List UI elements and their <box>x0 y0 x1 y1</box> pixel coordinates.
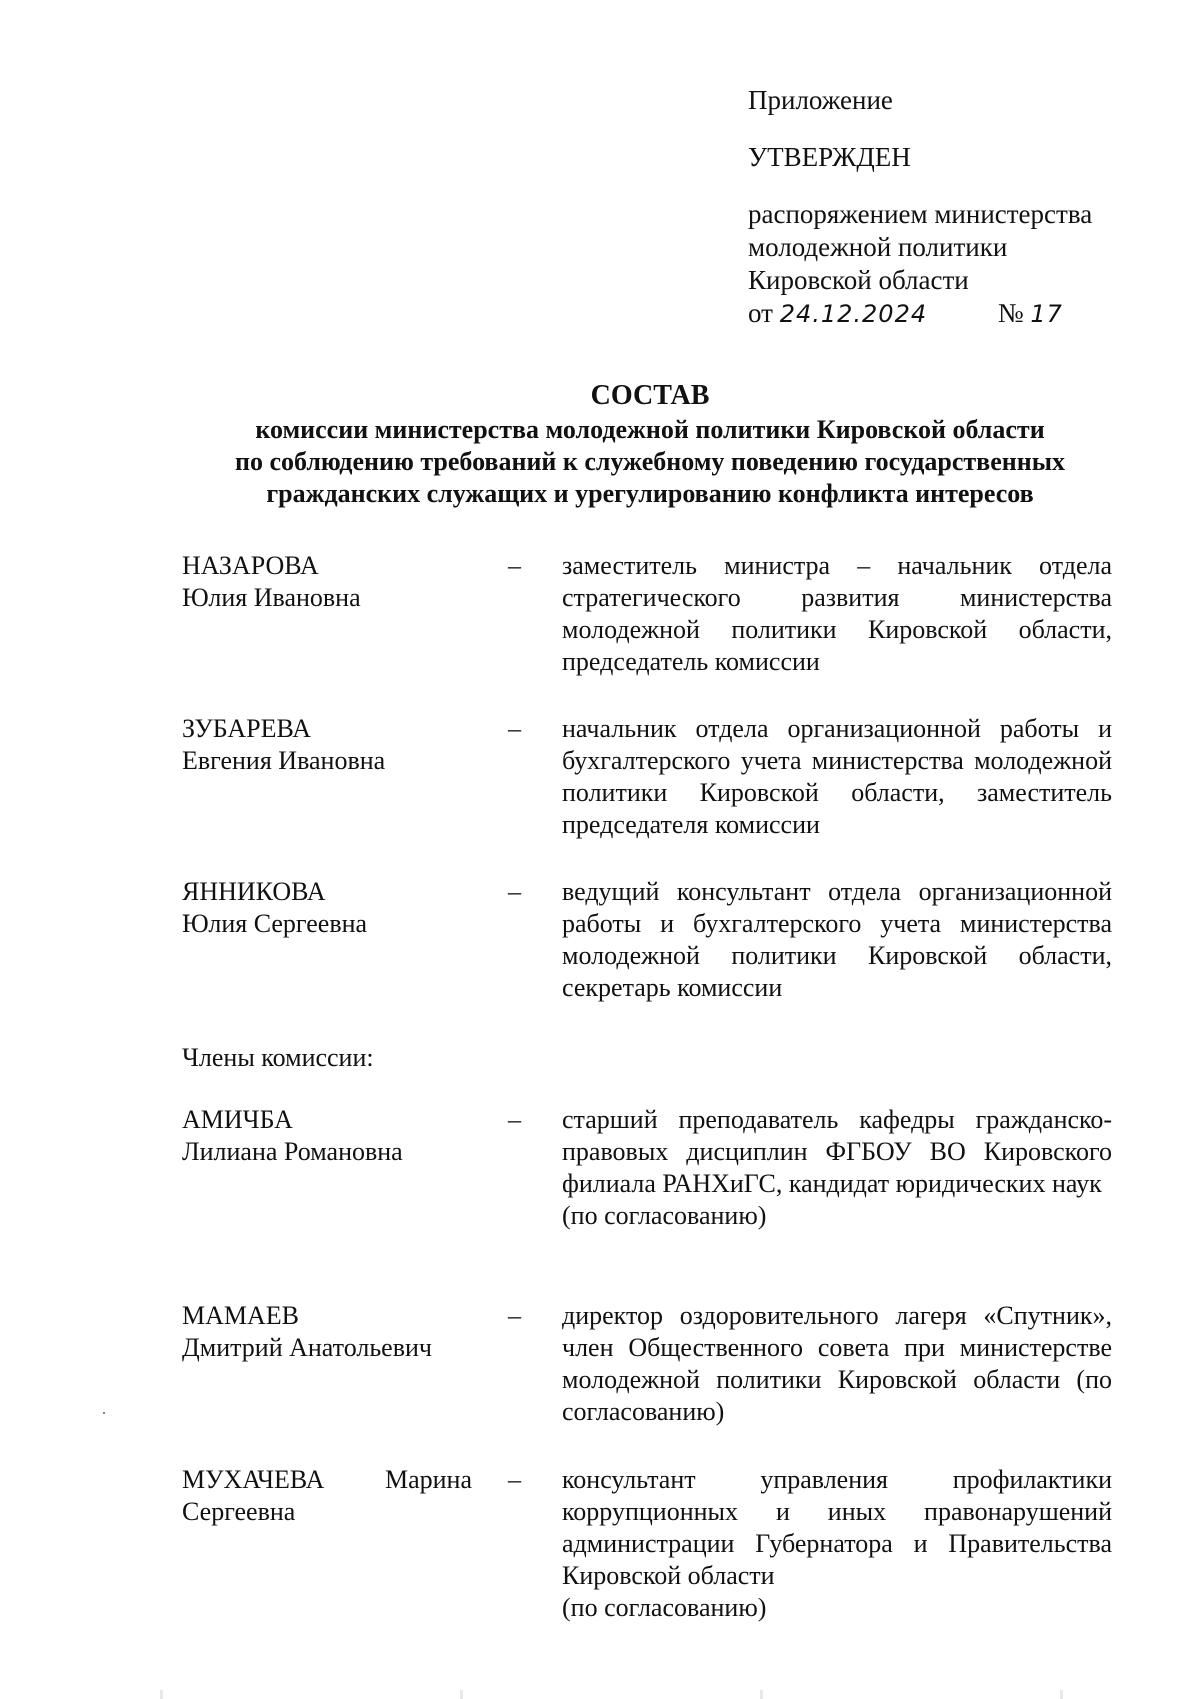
member-given-name-part: Марина <box>384 1465 472 1494</box>
member-description: начальник отдела организационной работы и бухгалтерского учета министерства молодежной политики Кировской области, заместитель председателя комиссии <box>562 714 1112 839</box>
scan-speck <box>103 1412 105 1414</box>
member-note: (по согласованию) <box>562 1201 767 1230</box>
member-dash: – <box>508 714 521 743</box>
approval-line-1: распоряжением министерства <box>748 199 1093 229</box>
document-heading <box>160 380 1140 510</box>
approval-line-2: молодежной политики <box>748 232 1008 262</box>
member-description: ведущий консультант отдела организационной работы и бухгалтерского учета министерства молодежной политики Кировской области, секретарь комиссии <box>562 877 1112 1002</box>
member-description-text: консультант управления профилактики коррупционных и иных правонарушений администрации Губернатора и Правительства Кировской области <box>562 1465 1112 1590</box>
member-given-name: Евгения Ивановна <box>182 746 386 775</box>
members-label: Члены комиссии: <box>182 1043 374 1072</box>
member-dash: – <box>508 1301 521 1330</box>
member-row <box>182 876 1112 1006</box>
member-surname: МАМАЕВ <box>182 1301 300 1330</box>
member-description: заместитель министра – начальник отдела стратегического развития министерства молодежной политики Кировской области, председатель комиссии <box>562 551 1112 676</box>
heading-title: СОСТАВ <box>590 380 710 411</box>
heading-line-3: гражданских служащих и урегулированию конфликта интересов <box>266 479 1034 508</box>
member-surname: АМИЧБА <box>182 1105 293 1134</box>
number-value: 17 <box>1030 300 1063 328</box>
member-dash: – <box>508 1465 521 1494</box>
member-dash: – <box>508 1105 521 1134</box>
scan-edge <box>0 1690 1200 1699</box>
member-description-text: старший преподаватель кафедры гражданско-правовых дисциплин ФГБОУ ВО Кировского филиала РАНХиГС, кандидат юридических наук <box>562 1105 1112 1198</box>
member-description <box>562 1464 1112 1624</box>
number-label: № <box>997 298 1024 328</box>
member-row <box>182 1104 1112 1266</box>
member-name <box>182 876 482 940</box>
member-given-name: Юлия Сергеевна <box>182 909 368 938</box>
heading-line-2: по соблюдению требований к служебному поведению государственных <box>234 447 1066 476</box>
member-row <box>182 1300 1112 1430</box>
member-given-name: Лилиана Романовна <box>182 1137 403 1166</box>
member-description <box>562 1104 1112 1232</box>
member-name <box>182 1104 482 1168</box>
member-given-name: Юлия Ивановна <box>182 583 361 612</box>
date-prefix: от <box>748 298 773 328</box>
date-row <box>748 297 1168 331</box>
approved-label: УТВЕРЖДЕН <box>748 142 911 172</box>
date-value: 24.12.2024 <box>779 300 928 328</box>
member-row <box>182 1464 1112 1626</box>
member-name <box>182 713 482 777</box>
appendix-label: Приложение <box>748 85 893 115</box>
member-row <box>182 713 1112 843</box>
member-patronymic: Сергеевна <box>182 1497 296 1526</box>
member-dash: – <box>508 877 521 906</box>
member-row <box>182 550 1112 680</box>
member-surname: ЗУБАРЕВА <box>182 714 311 743</box>
member-name <box>182 550 482 614</box>
member-description: директор оздоровительного лагеря «Спутник», член Общественного совета при министерстве молодежной политики Кировской области (по согласованию) <box>562 1301 1112 1426</box>
member-surname: ЯННИКОВА <box>182 877 326 906</box>
member-dash: – <box>508 551 521 580</box>
member-note: (по согласованию) <box>562 1593 767 1622</box>
member-surname: МУХАЧЕВА <box>182 1465 325 1494</box>
member-name <box>182 1300 482 1364</box>
member-surname-line <box>182 1464 472 1496</box>
member-name <box>182 1464 482 1528</box>
approval-block <box>748 84 1168 331</box>
member-surname: НАЗАРОВА <box>182 551 319 580</box>
heading-line-1: комиссии министерства молодежной политики Кировской области <box>255 415 1045 444</box>
approval-line-3: Кировской области <box>748 265 969 295</box>
member-given-name: Дмитрий Анатольевич <box>182 1333 432 1362</box>
